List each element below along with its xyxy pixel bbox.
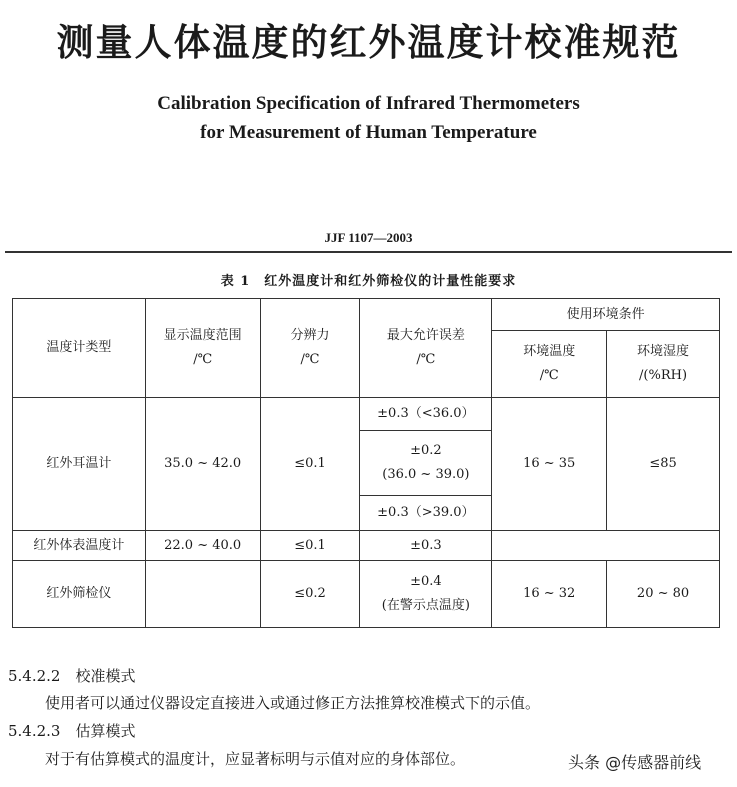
standard-code: JJF 1107—2003	[324, 230, 413, 245]
cell-env-temp: 16 ~ 35	[492, 398, 607, 531]
header-env-hum: 环境湿度 /(%RH)	[607, 331, 720, 398]
cell-error: ±0.3	[360, 531, 492, 561]
document-title: 测量人体温度的红外温度计校准规范	[56, 21, 681, 64]
header-range: 显示温度范围 /℃	[145, 299, 260, 398]
watermark: 头条 @传感器前线	[568, 753, 702, 772]
cell-error: ±0.3（<36.0）	[360, 398, 492, 431]
english-title-line1: Calibration Specification of Infrared Thermometers	[157, 93, 580, 114]
section-text: 对于有估算模式的温度计，应显著标明与示值对应的身体部位。	[45, 750, 466, 768]
cell-type: 红外筛检仪	[13, 561, 146, 628]
cell-env-temp: 16 ~ 32	[492, 561, 607, 628]
table-row	[13, 398, 720, 431]
cell-error: ±0.2 (36.0 ~ 39.0)	[360, 431, 492, 496]
table-caption: 表 1 红外温度计和红外筛检仪的计量性能要求	[220, 274, 517, 289]
header-resolution: 分辨力 /℃	[260, 299, 360, 398]
header-type: 温度计类型	[13, 299, 146, 398]
header-error: 最大允许误差 /℃	[360, 299, 492, 398]
cell-range: 35.0 ~ 42.0	[145, 398, 260, 531]
cell-type: 红外耳温计	[13, 398, 146, 531]
section-text: 使用者可以通过仪器设定直接进入或通过修正方法推算校准模式下的示值。	[45, 694, 541, 712]
cell-error: ±0.4 (在警示点温度)	[360, 561, 492, 628]
cell-type: 红外体表温度计	[13, 531, 146, 561]
cell-empty	[492, 531, 720, 561]
cell-resolution: ≤0.2	[260, 561, 360, 628]
table-row	[13, 561, 720, 628]
cell-env-hum: ≤85	[607, 398, 720, 531]
section-heading: 5.4.2.3 估算模式	[8, 722, 136, 740]
header-env: 使用环境条件	[492, 299, 720, 331]
spec-table	[12, 298, 720, 628]
cell-range: 22.0 ~ 40.0	[145, 531, 260, 561]
cell-range	[145, 561, 260, 628]
divider	[5, 251, 732, 253]
table-row	[13, 531, 720, 561]
cell-env-hum: 20 ~ 80	[607, 561, 720, 628]
header-env-temp: 环境温度 /℃	[492, 331, 607, 398]
english-title-line2: for Measurement of Human Temperature	[200, 122, 537, 143]
cell-resolution: ≤0.1	[260, 531, 360, 561]
section-heading: 5.4.2.2 校准模式	[8, 667, 136, 685]
cell-error: ±0.3（>39.0）	[360, 496, 492, 531]
cell-resolution: ≤0.1	[260, 398, 360, 531]
